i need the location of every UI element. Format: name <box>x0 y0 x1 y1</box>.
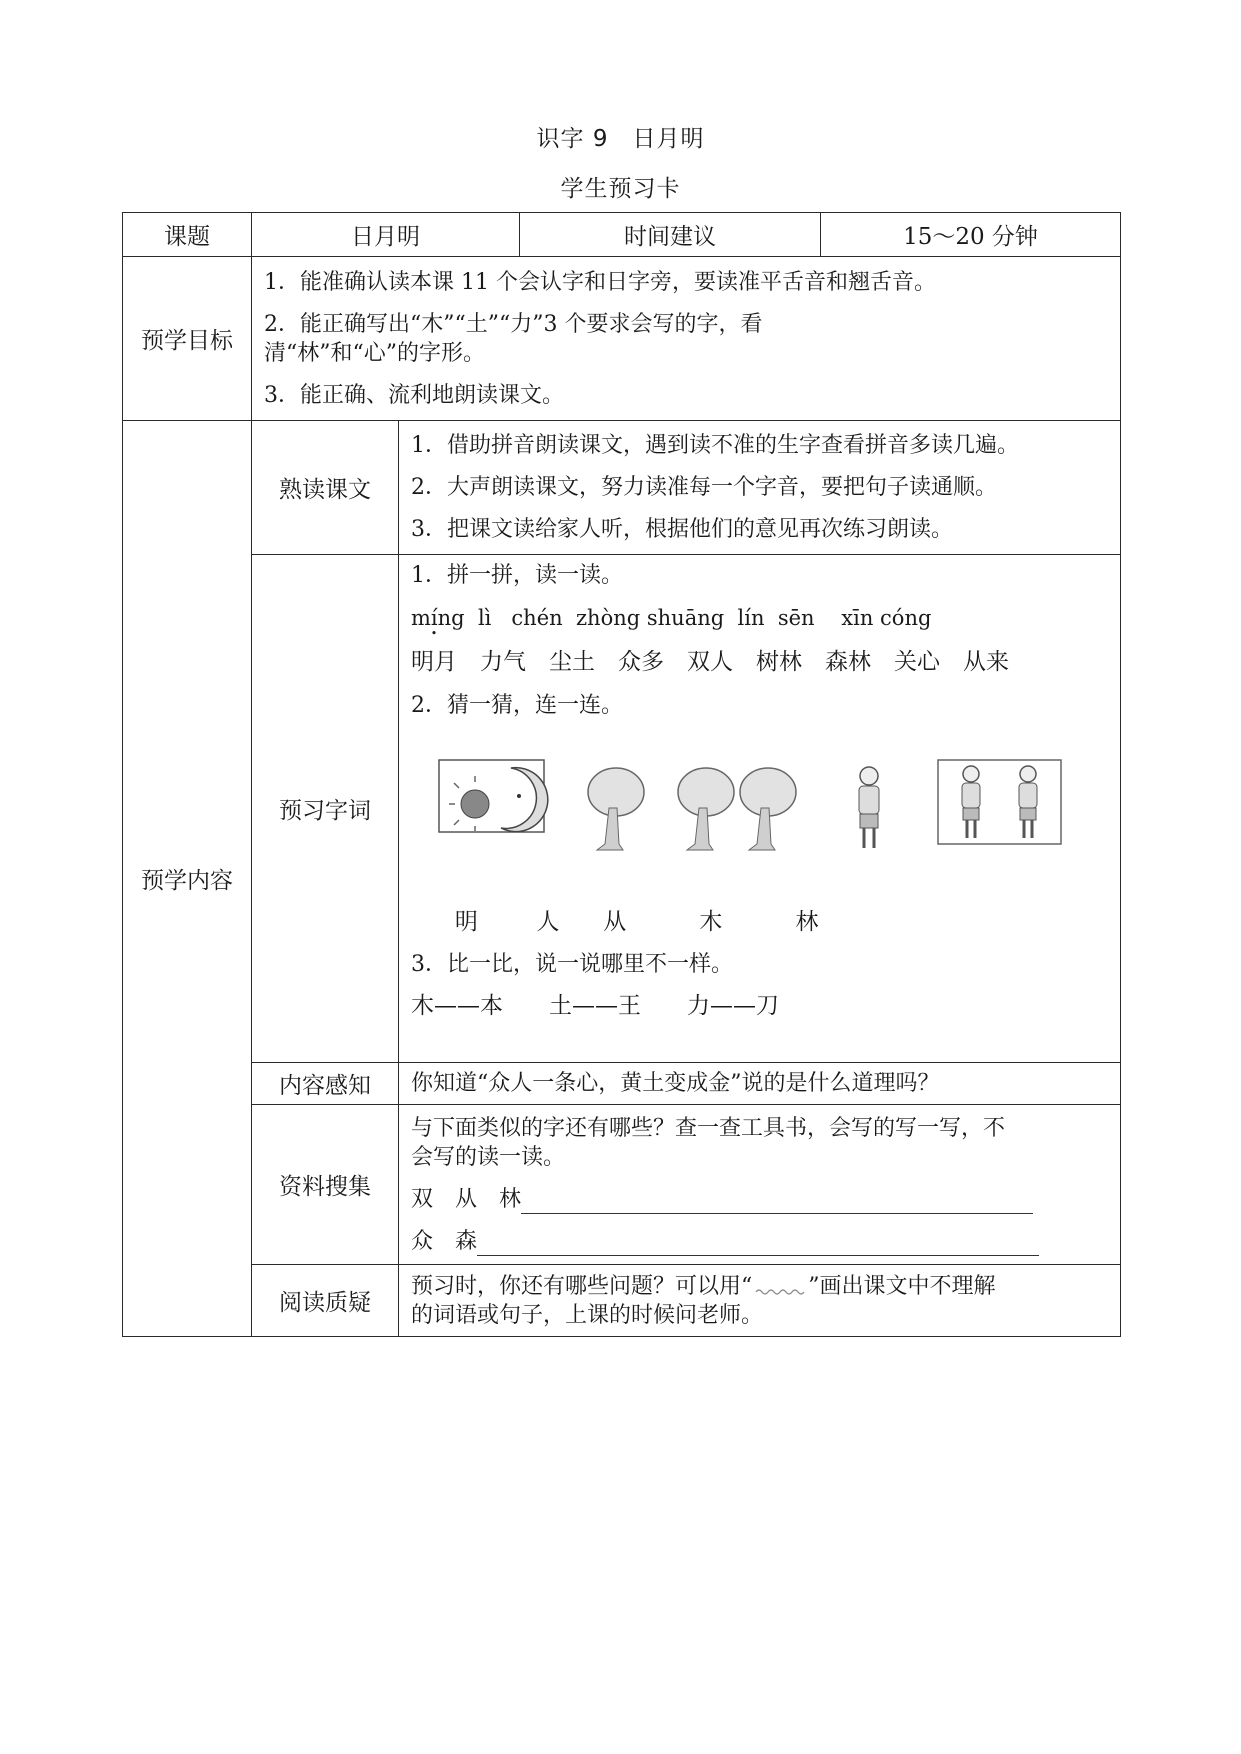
word: 双人 <box>687 649 733 675</box>
match-char: 从 <box>603 909 627 935</box>
research-text: 会写的读一读。 <box>411 1144 566 1170</box>
word: 尘土 <box>549 649 595 675</box>
reading-label: 熟读课文 <box>252 421 399 555</box>
question-1: 1．拼一拼，读一读。 <box>411 563 623 588</box>
content-label: 预学内容 <box>123 421 252 1337</box>
reading-item: 1．借助拼音朗读课文，遇到读不准的生字查看拼音多读几遍。 <box>411 433 1019 458</box>
picture-row <box>411 720 1108 908</box>
wavy-line-icon <box>752 1277 808 1297</box>
time-value: 15～20 分钟 <box>821 213 1121 257</box>
pinyin-row: míng lì chén zhòng shuāng lín sēn xīn cóng <box>411 606 932 630</box>
preview-row <box>123 555 1121 1063</box>
perception-row <box>123 1063 1121 1105</box>
goal-item: 1．能准确认读本课 11 个会认字和日字旁，要读准平舌音和翘舌音。 <box>264 269 936 295</box>
goals-row <box>123 257 1121 421</box>
questions-text: 的词语或句子，上课的时候问老师。 <box>411 1302 764 1328</box>
perception-label: 内容感知 <box>252 1063 399 1105</box>
reading-item: 2．大声朗读课文，努力读准每一个字音，要把句子读通顺。 <box>411 475 997 500</box>
reading-row <box>123 421 1121 555</box>
topic-label: 课题 <box>123 213 252 257</box>
questions-label: 阅读质疑 <box>252 1265 399 1337</box>
questions-content <box>399 1265 1121 1337</box>
preview-content <box>399 555 1121 1063</box>
questions-text: 预习时，你还有哪些问题？可以用“ ”画出课文中不理解 <box>411 1273 996 1299</box>
topic-value: 日月明 <box>252 213 520 257</box>
goals-label: 预学目标 <box>123 257 252 421</box>
compare-row: 木——本 土——王 力——刀 <box>411 993 779 1019</box>
goal-item: 2．能正确写出“木”“土”“力”3 个要求会写的字，看 <box>264 311 763 337</box>
words-row <box>411 646 1108 678</box>
research-row <box>123 1105 1121 1265</box>
goal-item: 清“林”和“心”的字形。 <box>264 340 485 366</box>
research-text: 与下面类似的字还有哪些？查一查工具书，会写的写一写，不 <box>411 1115 1006 1141</box>
research-content <box>399 1105 1121 1265</box>
goal-item: 3．能正确、流利地朗读课文。 <box>264 382 564 408</box>
time-label: 时间建议 <box>520 213 821 257</box>
match-char: 明 <box>454 909 478 935</box>
word: 从来 <box>963 649 1009 675</box>
sun-moon-icon <box>439 760 548 832</box>
goals-list <box>252 257 1121 421</box>
perception-text: 你知道“众人一条心，黄土变成金”说的是什么道理吗？ <box>399 1063 1121 1105</box>
header-row <box>123 213 1121 257</box>
word: 众多 <box>618 649 664 675</box>
word: 树林 <box>756 649 802 675</box>
tree-icon <box>588 768 644 850</box>
page-subtitle: 学生预习卡 <box>560 176 681 202</box>
person-icon <box>859 767 879 848</box>
preview-label: 预习字词 <box>252 555 399 1063</box>
word: 力气 <box>480 649 526 675</box>
word: 关心 <box>894 649 940 675</box>
reading-list <box>399 421 1121 555</box>
word: 森林 <box>825 649 871 675</box>
two-trees-icon <box>678 768 796 850</box>
match-char: 人 <box>536 909 560 935</box>
question-2: 2．猜一猜，连一连。 <box>411 693 623 718</box>
questions-row <box>123 1265 1121 1337</box>
answer-line[interactable] <box>477 1233 1039 1256</box>
research-row-1: 双 从 林 <box>411 1185 1108 1214</box>
match-char: 木 <box>699 909 723 935</box>
page-title: 识字 9 日月明 <box>536 126 705 152</box>
research-label: 资料搜集 <box>252 1105 399 1265</box>
word: 明月 <box>411 649 457 675</box>
match-char: 林 <box>795 909 819 935</box>
match-chars-row <box>411 908 1108 937</box>
reading-item: 3．把课文读给家人听，根据他们的意见再次练习朗读。 <box>411 517 953 542</box>
research-row-2: 众 森 <box>411 1227 1108 1256</box>
matching-pictures <box>411 720 1111 908</box>
answer-line[interactable] <box>521 1191 1033 1214</box>
two-people-icon <box>938 760 1061 844</box>
question-3: 3．比一比，说一说哪里不一样。 <box>411 952 733 977</box>
preview-card-table <box>122 212 1121 1337</box>
